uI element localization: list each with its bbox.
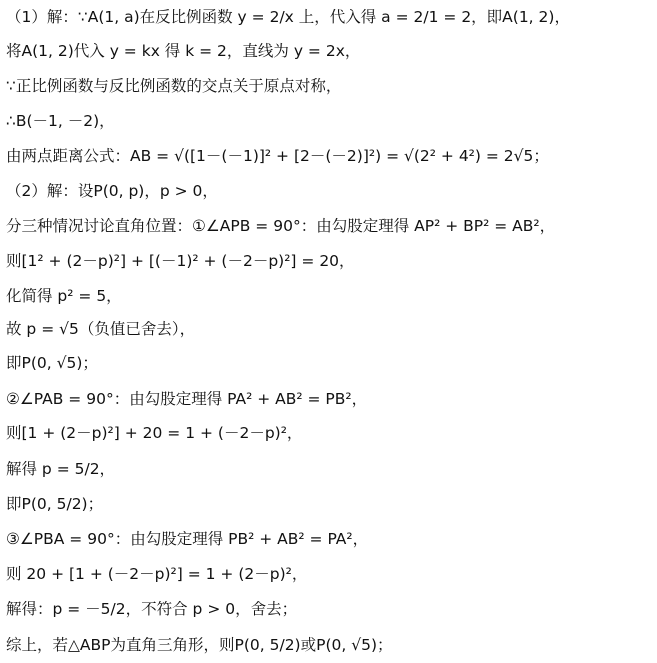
solution-line-8: 则[1² + (2－p)²] + [(－1)² + (－2－p)²] = 20， (6, 252, 355, 270)
solution-line-12: ②∠PAB = 90°：由勾股定理得 PA² + AB² = PB²， (6, 390, 368, 408)
solution-line-11: 即P(0, √5)； (6, 354, 98, 372)
solution-line-17: 则 20 + [1 + (－2－p)²] = 1 + (2－p)²， (6, 565, 308, 583)
solution-line-15: 即P(0, 5/2)； (6, 495, 104, 513)
solution-line-13: 则[1 + (2－p)²] + 20 = 1 + (－2－p)²， (6, 424, 303, 442)
solution-line-10: 故 p = √5（负值已舍去）， (6, 320, 196, 338)
solution-line-2: 将A(1, 2)代入 y = kx 得 k = 2，直线为 y = 2x， (6, 42, 361, 60)
solution-line-16: ③∠PBA = 90°：由勾股定理得 PB² + AB² = PA²， (6, 530, 369, 548)
solution-line-6: （2）解：设P(0, p)，p > 0， (6, 182, 218, 200)
solution-line-14: 解得 p = 5/2， (6, 460, 116, 478)
solution-line-19: 综上，若△ABP为直角三角形，则P(0, 5/2)或P(0, √5)； (6, 636, 393, 654)
solution-line-1: （1）解：∵A(1, a)在反比例函数 y = 2/x 上，代入得 a = 2/1 = 2，即A(1, 2)， (6, 8, 570, 26)
solution-line-5: 由两点距离公式：AB = √([1－(－1)]² + [2－(－2)]²) = √(2² + 4²) = 2√5； (6, 147, 549, 165)
solution-line-4: ∴B(－1, －2)， (6, 112, 115, 130)
solution-line-18: 解得：p = －5/2，不符合 p > 0，舍去； (6, 600, 298, 618)
solution-line-3: ∵正比例函数与反比例函数的交点关于原点对称， (6, 77, 342, 95)
solution-line-7: 分三种情况讨论直角位置：①∠APB = 90°：由勾股定理得 AP² + BP² = AB²， (6, 217, 556, 235)
solution-line-9: 化简得 p² = 5， (6, 287, 122, 305)
